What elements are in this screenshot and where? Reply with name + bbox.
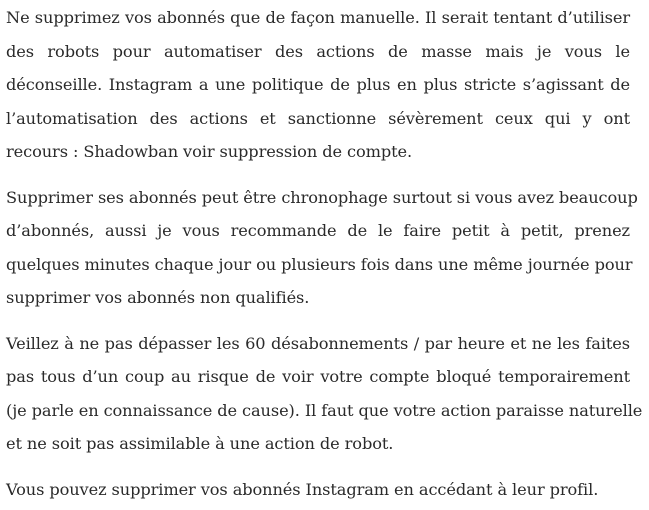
text-line: Veillez à ne pas dépasser les 60 désabonnements / par heure et ne les faites <box>6 333 630 353</box>
paragraph-profile-access <box>6 473 630 507</box>
paragraph-time-consuming <box>6 181 638 315</box>
text-line: pas tous d’un coup au risque de voir votre compte bloqué temporairement <box>6 367 630 386</box>
paragraph-manual-removal <box>6 1 630 169</box>
text-line: (je parle en connaissance de cause). Il faut que votre action paraisse naturelle <box>6 400 643 420</box>
text-line: l’automatisation des actions et sanctionne sévèrement ceux qui y ont <box>6 108 630 128</box>
text-line: des robots pour automatiser des actions de masse mais je vous le <box>6 41 630 61</box>
text-line: et ne soit pas assimilable à une action de robot. <box>6 434 394 453</box>
text-line: d’abonnés, aussi je vous recommande de le faire petit à petit, prenez <box>6 221 630 240</box>
text-line: quelques minutes chaque jour ou plusieurs fois dans une même journée pour <box>6 254 633 274</box>
text-line: Ne supprimez vos abonnés que de façon manuelle. Il serait tentant d’utiliser <box>6 8 630 27</box>
paragraph-hourly-limit <box>6 327 643 461</box>
text-line: déconseille. Instagram a une politique de plus en plus stricte s’agissant de <box>6 75 630 94</box>
text-line: Supprimer ses abonnés peut être chronophage surtout si vous avez beaucoup <box>6 187 638 207</box>
text-line: Vous pouvez supprimer vos abonnés Instagram en accédant à leur profil. <box>6 479 599 499</box>
text-line: recours : Shadowban voir suppression de compte. <box>6 142 413 161</box>
text-line: supprimer vos abonnés non qualifiés. <box>6 288 310 307</box>
